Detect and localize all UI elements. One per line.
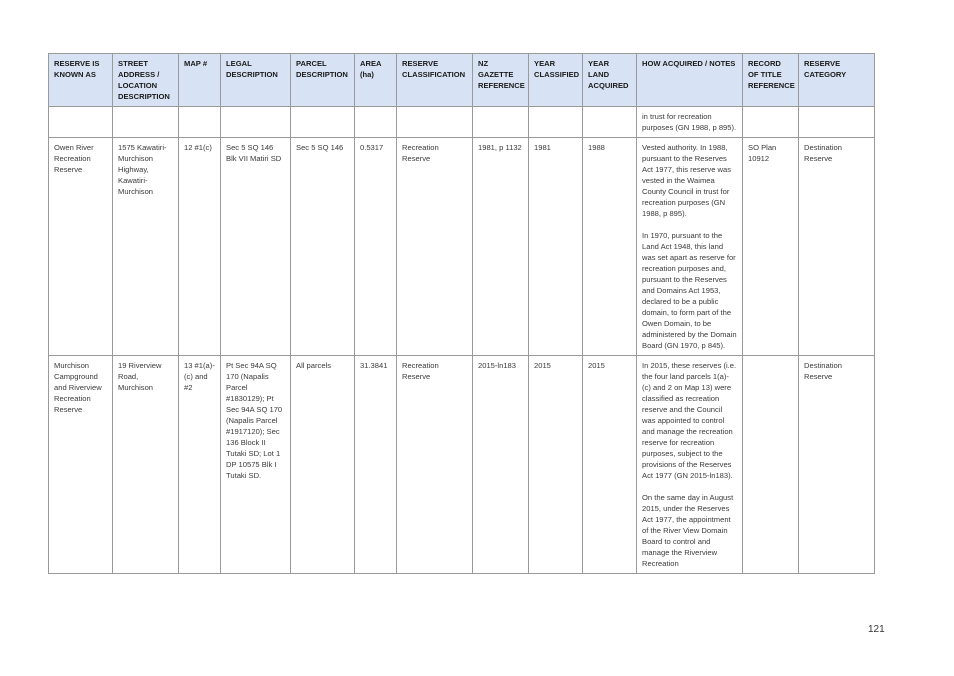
- header-year-classified: YEAR CLASSIFIED: [529, 54, 583, 107]
- header-reserve-name: RESERVE IS KNOWN AS: [49, 54, 113, 107]
- cell-notes: in trust for recreation purposes (GN 1988, p 895).: [637, 107, 743, 138]
- cell-area: 31.3841: [355, 356, 397, 574]
- header-year-acquired: YEAR LAND ACQUIRED: [583, 54, 637, 107]
- cell-parcel-description: All parcels: [291, 356, 355, 574]
- table-row: [49, 138, 875, 356]
- header-parcel-description: PARCEL DESCRIPTION: [291, 54, 355, 107]
- cell-legal-description: Pt Sec 94A SQ 170 (Napalis Parcel #1830129); Pt Sec 94A SQ 170 (Napalis Parcel #1917120); Sec 136 Block II Tutaki SD; Lot 1 DP 10575 Blk I Tutaki SD.: [221, 356, 291, 574]
- cell-title-reference: SO Plan 10912: [743, 138, 799, 356]
- cell-legal-description: Sec 5 SQ 146 Blk VII Matiri SD: [221, 138, 291, 356]
- cell-map: 12 #1(c): [179, 138, 221, 356]
- cell-notes: In 2015, these reserves (i.e. the four land parcels 1(a)-(c) and 2 on Map 13) were classified as recreation reserve and the Council was appointed to control and manage the recreation reserve for recreation purposes, subject to the provisions of the Reserves Act 1977 (GN 2015-ln183). On the same day in August 2015, under the Reserves Act 1977, the appointment of the River View Domain Board to control and manage the Riverview Recreation: [637, 356, 743, 574]
- table-header-row: [49, 54, 875, 107]
- header-legal-description: LEGAL DESCRIPTION: [221, 54, 291, 107]
- cell-area: 0.5317: [355, 138, 397, 356]
- cell-reserve-category: Destination Reserve: [799, 356, 875, 574]
- cell-reserve-name: Owen River Recreation Reserve: [49, 138, 113, 356]
- cell-reserve-name: Murchison Campground and Riverview Recreation Reserve: [49, 356, 113, 574]
- cell-map: 13 #1(a)-(c) and #2: [179, 356, 221, 574]
- table-row-continuation: [49, 107, 875, 138]
- cell-year-acquired: 2015: [583, 356, 637, 574]
- cell-reserve-classification: Recreation Reserve: [397, 356, 473, 574]
- cell-year-classified: 1981: [529, 138, 583, 356]
- header-map: MAP #: [179, 54, 221, 107]
- cell-reserve-classification: Recreation Reserve: [397, 138, 473, 356]
- cell-year-acquired: 1988: [583, 138, 637, 356]
- header-area: AREA (ha): [355, 54, 397, 107]
- cell-reserve-category: Destination Reserve: [799, 138, 875, 356]
- cell-street-address: 19 Riverview Road, Murchison: [113, 356, 179, 574]
- reserves-table: [48, 53, 875, 574]
- cell-year-classified: 2015: [529, 356, 583, 574]
- cell-street-address: 1575 Kawatiri-Murchison Highway, Kawatiri-Murchison: [113, 138, 179, 356]
- cell-gazette-reference: 1981, p 1132: [473, 138, 529, 356]
- page-number: 121: [868, 624, 885, 635]
- cell-gazette-reference: 2015-ln183: [473, 356, 529, 574]
- header-title-reference: RECORD OF TITLE REFERENCE: [743, 54, 799, 107]
- header-reserve-classification: RESERVE CLASSIFICATION: [397, 54, 473, 107]
- header-reserve-category: RESERVE CATEGORY: [799, 54, 875, 107]
- header-street-address: STREET ADDRESS / LOCATION DESCRIPTION: [113, 54, 179, 107]
- cell-title-reference: [743, 356, 799, 574]
- header-gazette-reference: NZ GAZETTE REFERENCE: [473, 54, 529, 107]
- cell-notes: Vested authority. In 1988, pursuant to the Reserves Act 1977, this reserve was vested in the Waimea County Council in trust for recreation purposes (GN 1988, p 895). In 1970, pursuant to the Land Act 1948, this land was set apart as reserve for recreation purposes and, pursuant to the Reserves and Domains Act 1953, declared to be a public domain, to form part of the Owen Domain, to be administered by the Domain Board (GN 1970, p 845).: [637, 138, 743, 356]
- table-row: [49, 356, 875, 574]
- cell-parcel-description: Sec 5 SQ 146: [291, 138, 355, 356]
- header-how-acquired-notes: HOW ACQUIRED / NOTES: [637, 54, 743, 107]
